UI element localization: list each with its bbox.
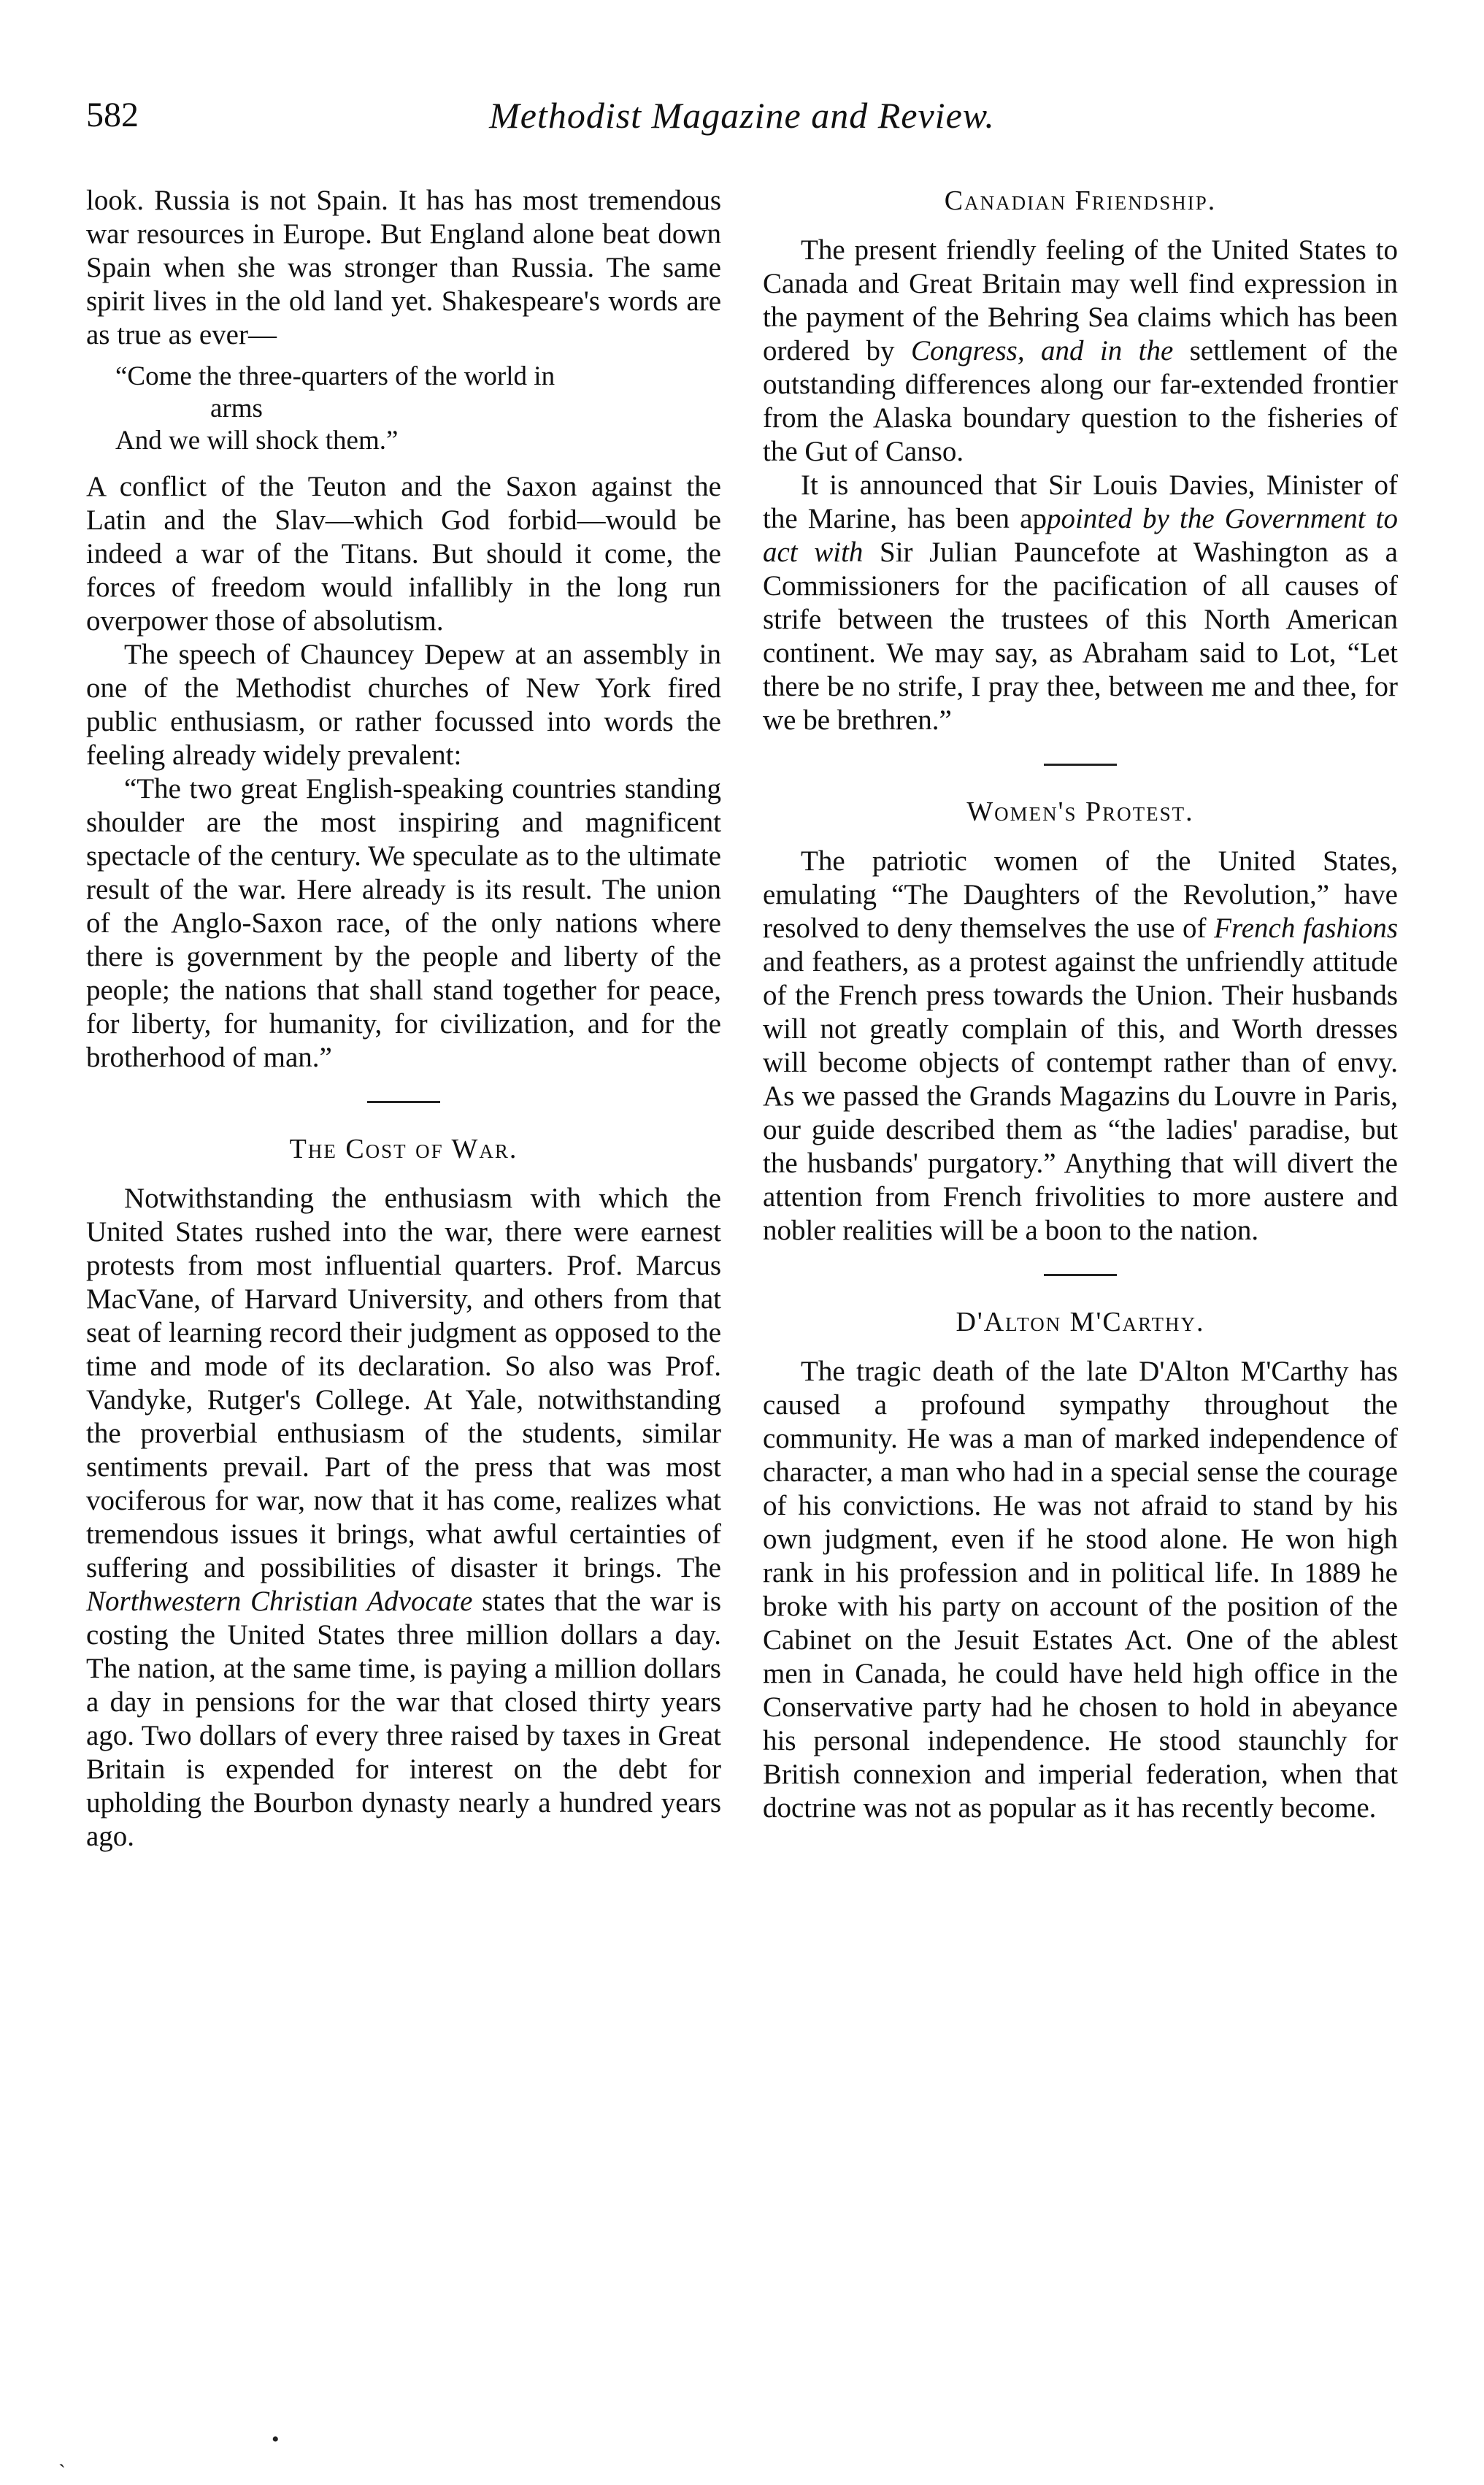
paragraph — [763, 469, 1398, 737]
paragraph: look. Russia is not Spain. It has has most tremendous war resources in Europe. But England alone beat down Spain when she was stronger than Russia. The same spirit lives in the old land yet. Shakespeare's words are as true as ever— — [86, 185, 721, 350]
stray-mark: ` — [58, 2460, 66, 2484]
text-run: and feathers, as a protest against the unfriendly attitude of the French press towards the Union. Their husbands will not greatly complain of this, and Worth dresses will become objects of contempt rather than of envy. As we passed the Grands Magazins du Louvre in Paris, our guide described them as “the ladies' paradise, but the husbands' purgatory.” Anything that will divert the attention from French frivolities to more austere and nobler realities will be a boon to the nation. — [763, 946, 1398, 1246]
section-divider — [1044, 764, 1117, 766]
italic-run: Congress, and in the — [910, 335, 1174, 366]
paragraph: The speech of Chauncey Depew at an assembly in one of the Methodist churches of New York fired public enthusiasm, or rather focussed into words the feeling already widely prevalent: — [86, 639, 721, 771]
section-heading: The Cost of War. — [289, 1134, 518, 1164]
quote-line: arms — [210, 393, 263, 423]
text-run: The patriotic women of the United States, emulating “The Daughters of the Revolution,” have resolved to deny themselves the use of — [763, 845, 1398, 944]
section-heading: Women's Protest. — [966, 796, 1194, 827]
running-title: Methodist Magazine and Review. — [489, 95, 995, 136]
quote-line: And we will shock them.” — [115, 426, 399, 456]
text-run: The present friendly feeling of the United States to Canada and Great Britain may well find expression in the payment of the Behring Sea claims which has been ordered by — [763, 234, 1398, 366]
page-number: 582 — [86, 96, 139, 134]
section-heading: D'Alton M'Carthy. — [956, 1307, 1205, 1337]
text-run: states that the war is costing the United States three million dollars a day. The nation, at the same time, is paying a million dollars a day in pensions for the war that closed thirty years ago. Two dollars of every three raised by taxes in Great Britain is expended for interest on the debt for upholding the Bourbon dynasty nearly a hundred years ago. — [86, 1586, 721, 1852]
italic-run: French fashions — [1214, 913, 1398, 944]
section-divider — [367, 1101, 440, 1103]
italic-run: Northwestern Christian Advocate — [86, 1586, 473, 1617]
paragraph — [763, 234, 1398, 469]
page-header — [0, 93, 1484, 145]
paragraph: The tragic death of the late D'Alton M'Carthy has caused a profound sympathy throughout the community. He was a man of marked independence of character, a man who had in a special sense the courage of his convictions. He was not afraid to stand by his own judgment, even if he stood alone. He won high rank in his profession and in political life. In 1889 he broke with his party on account of the position of the Cabinet on the Jesuit Estates Act. One of the ablest men in Canada, he could have held high office in the Conservative party had he chosen to hold in abeyance his personal independence. He stood staunchly for British connexion and imperial federation, when that doctrine was not as popular as it has recently become. — [763, 1356, 1398, 1824]
paragraph — [763, 845, 1398, 1248]
italic-run: pointed by the Government to act with — [763, 503, 1399, 568]
paragraph: A conflict of the Teuton and the Saxon against the Latin and the Slav—which God forbid—would be indeed a war of the Titans. But should it come, the forces of freedom would infallibly in the long run overpower those of absolutism. — [86, 471, 721, 637]
quote-line: “Come the three-quarters of the world in — [115, 361, 555, 391]
paragraph — [86, 1182, 721, 1854]
left-column — [86, 184, 721, 1854]
text-run: Notwithstanding the enthusiasm with which the United States rushed into the war, there were earnest protests from most influential quarters. Prof. Marcus MacVane, of Harvard University, and others from that seat of learning record their judgment as opposed to the time and mode of its declaration. So also was Prof. Vandyke, Rutger's College. At Yale, notwithstanding the proverbial enthusiasm of the students, similar sentiments prevail. Part of the press that was most vociferous for war, now that it has come, realizes what tremendous issues it brings, what awful certainties of suffering and possibilities of disaster it brings. The — [86, 1183, 721, 1583]
verse-quote — [115, 361, 721, 457]
text-run: Sir Julian Pauncefote at Washington as a Commissioners for the pacification of all causes of strife between the trustees of this North American continent. We may say, as Abraham said to Lot, “Let there be no strife, I pray thee, between me and thee, for we be brethren.” — [763, 537, 1398, 736]
paragraph: “The two great English-speaking countries standing shoulder are the most inspiring and magnificent spectacle of the century. We speculate as to the ultimate result of the war. Here already is its result. The union of the Anglo-Saxon race, of the only nations where there is government by the people and liberty of the people; the nations that shall stand together for peace, for liberty, for humanity, for civilization, and for the brotherhood of man.” — [86, 773, 721, 1073]
stray-mark: • — [272, 2427, 280, 2451]
section-divider — [1044, 1274, 1117, 1276]
section-heading: Canadian Friendship. — [944, 185, 1217, 216]
text-run: It is announced that Sir Louis Davies, Minister of the Marine, has been ap — [763, 469, 1398, 534]
right-column — [763, 184, 1398, 1825]
text-run: settlement of the outstanding differences along our far-extended frontier from the Alaska boundary question to the fisheries of the Gut of Canso. — [763, 335, 1398, 467]
